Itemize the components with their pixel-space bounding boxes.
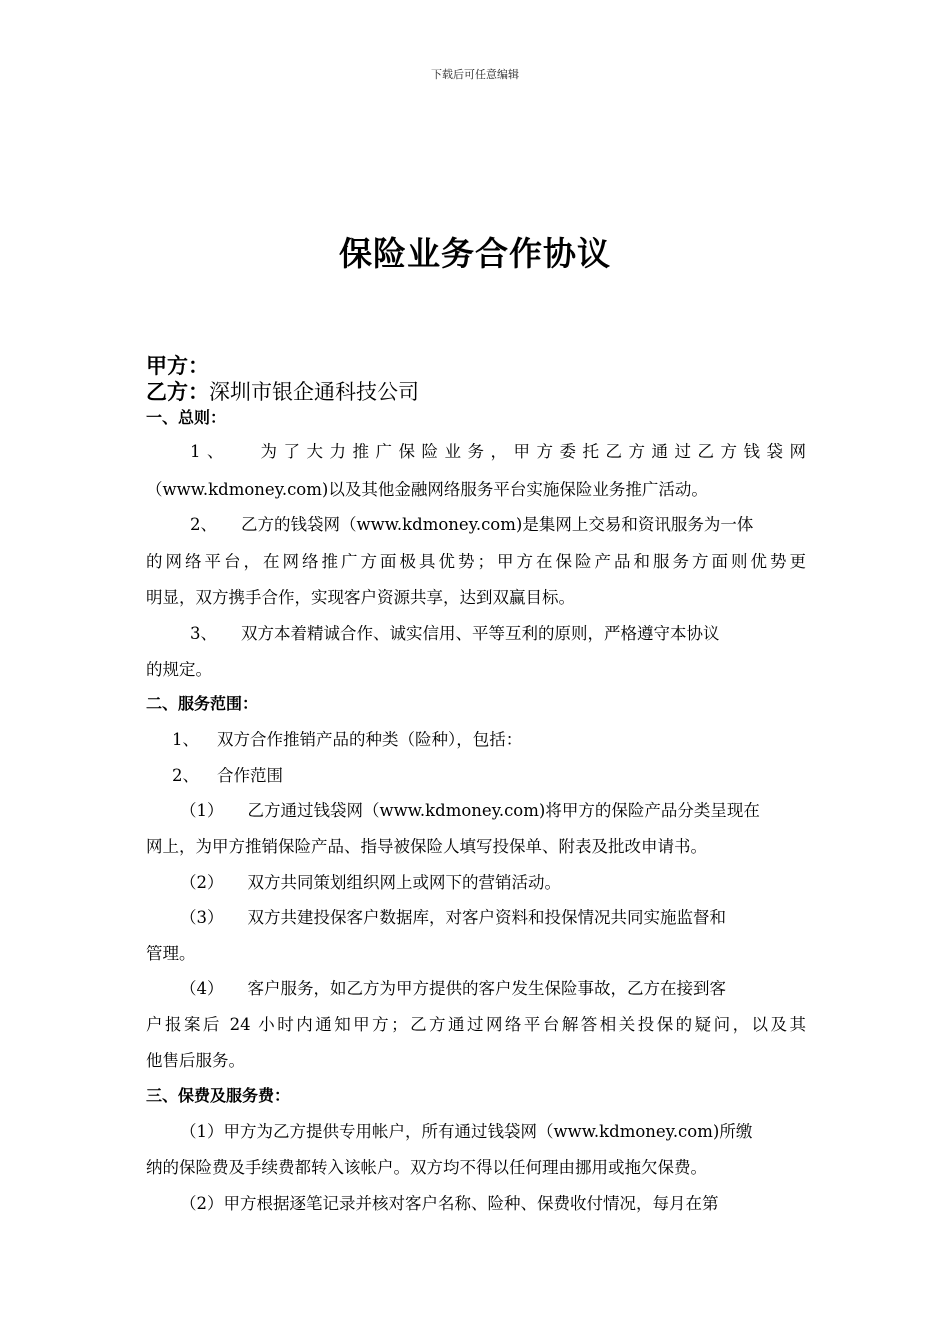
document-title: 保险业务合作协议 xyxy=(339,234,611,273)
section-fees-heading: 三、保费及服务费： xyxy=(146,1086,291,1105)
section-general-heading: 一、总则： xyxy=(146,408,227,427)
fees-point-2-line-1: （2）甲方根据逐笔记录并核对客户名称、险种、保费收付情况，每月在第 xyxy=(180,1194,719,1213)
scope-item-1 xyxy=(172,726,522,750)
fees-point-1-line-1: （1）甲方为乙方提供专用帐户，所有通过钱袋网（www.kdmoney.com)所缴 xyxy=(180,1122,753,1141)
general-item-3-number: 3、 xyxy=(190,624,217,643)
scope-item-2 xyxy=(172,762,283,786)
scope-item-1-number: 1、 xyxy=(172,730,199,749)
general-item-2-line-3: 明显，双方携手合作，实现客户资源共享，达到双赢目标。 xyxy=(146,588,575,607)
scope-item-2-number: 2、 xyxy=(172,766,199,785)
scope-point-4-text: 客户服务，如乙方为甲方提供的客户发生保险事故，乙方在接到客 xyxy=(247,979,726,998)
scope-point-4-number: （4） xyxy=(180,979,224,998)
scope-point-3-number: （3） xyxy=(180,908,224,927)
scope-point-2 xyxy=(180,869,561,893)
general-item-2-text: 乙方的钱袋网（www.kdmoney.com)是集网上交易和资讯服务为一体 xyxy=(241,515,754,534)
party-b-label: 乙方： xyxy=(146,380,209,404)
scope-point-2-text: 双方共同策划组织网上或网下的营销活动。 xyxy=(247,873,561,892)
party-b xyxy=(146,376,419,406)
general-item-3-line-2: 的规定。 xyxy=(146,660,212,679)
scope-point-3-line-2: 管理。 xyxy=(146,944,196,963)
scope-point-1-line-2: 网上，为甲方推销保险产品、指导被保险人填写投保单、附表及批改申请书。 xyxy=(146,837,707,856)
general-item-1-line-1 xyxy=(190,438,806,462)
scope-point-3-line-1 xyxy=(180,904,726,928)
scope-point-4-line-3: 他售后服务。 xyxy=(146,1051,245,1070)
scope-point-1-number: （1） xyxy=(180,801,224,820)
general-item-3-line-1 xyxy=(190,620,720,644)
general-item-2-line-1 xyxy=(190,511,753,535)
party-b-value: 深圳市银企通科技公司 xyxy=(209,380,419,404)
scope-point-4-line-1 xyxy=(180,975,726,999)
scope-point-3-text: 双方共建投保客户数据库，对客户资料和投保情况共同实施监督和 xyxy=(247,908,726,927)
general-item-3-text: 双方本着精诚合作、诚实信用、平等互利的原则，严格遵守本协议 xyxy=(241,624,720,643)
scope-point-2-number: （2） xyxy=(180,873,224,892)
scope-point-4-line-2: 户报案后 24 小时内通知甲方；乙方通过网络平台解答相关投保的疑问，以及其 xyxy=(146,1015,806,1034)
general-item-1-line-2: （www.kdmoney.com)以及其他金融网络服务平台实施保险业务推广活动。 xyxy=(146,480,708,499)
scope-point-1-text: 乙方通过钱袋网（www.kdmoney.com)将甲方的保险产品分类呈现在 xyxy=(247,801,760,820)
general-item-2-number: 2、 xyxy=(190,515,217,534)
fees-point-1-line-2: 纳的保险费及手续费都转入该帐户。双方均不得以任何理由挪用或拖欠保费。 xyxy=(146,1158,707,1177)
scope-item-2-text: 合作范围 xyxy=(217,766,283,785)
party-a-label: 甲方： xyxy=(146,354,209,378)
scope-point-1-line-1 xyxy=(180,797,760,821)
general-item-1-text: 为了大力推广保险业务，甲方委托乙方通过乙方钱袋网 xyxy=(254,442,806,461)
general-item-2-line-2: 的网络平台，在网络推广方面极具优势；甲方在保险产品和服务方面则优势更 xyxy=(146,552,806,571)
section-scope-heading: 二、服务范围： xyxy=(146,694,259,713)
page-header-note: 下载后可任意编辑 xyxy=(431,68,519,81)
general-item-1-number: 1、 xyxy=(190,442,230,461)
scope-item-1-text: 双方合作推销产品的种类（险种），包括： xyxy=(217,730,523,749)
